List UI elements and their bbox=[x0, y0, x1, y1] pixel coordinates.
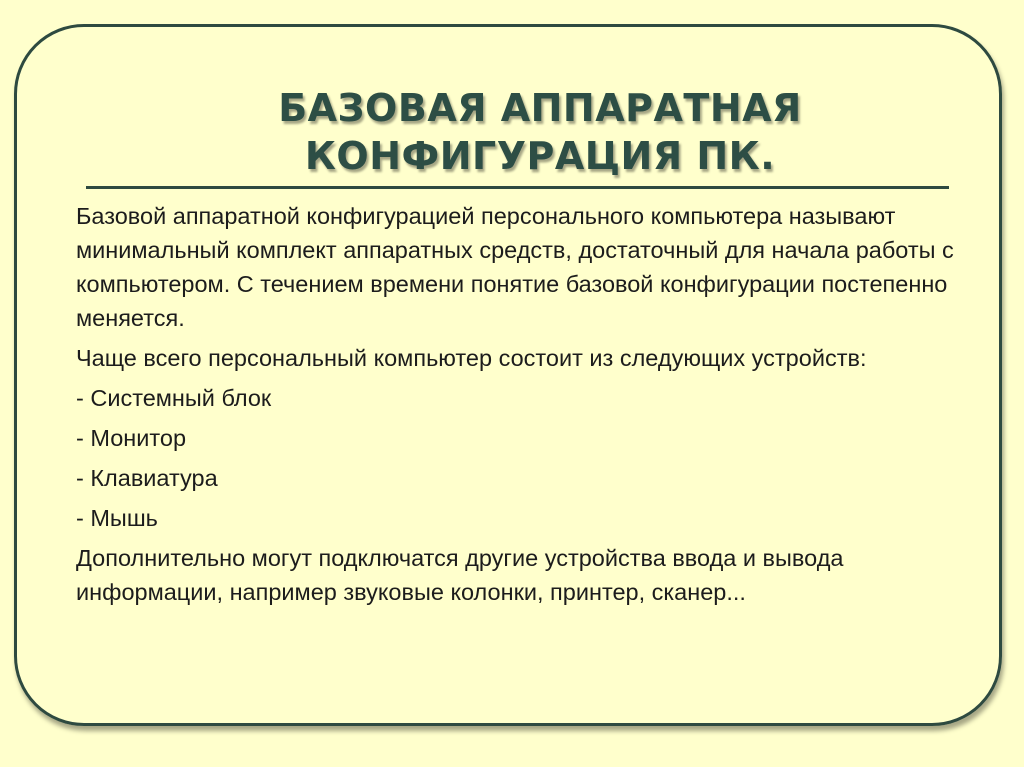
slide-body bbox=[76, 199, 956, 615]
title-line-2: КОНФИГУРАЦИЯ ПК. bbox=[304, 134, 776, 178]
composition-paragraph: Чаще всего персональный компьютер состоит из следующих устройств: bbox=[76, 345, 867, 371]
intro-paragraph: Базовой аппаратной конфигурацией персонального компьютера называют минимальный комплект аппаратных средств, достаточный для начала работы с компьютером. С течением времени понятие базовой конфигурации постепенно меняется. bbox=[76, 203, 954, 331]
list-item-mouse: - Мышь bbox=[76, 505, 158, 531]
list-item-system-unit: - Системный блок bbox=[76, 385, 272, 411]
slide-title bbox=[200, 84, 880, 180]
title-line-1: БАЗОВАЯ АППАРАТНАЯ bbox=[278, 86, 802, 130]
title-divider bbox=[86, 186, 949, 189]
additional-devices-paragraph: Дополнительно могут подключатся другие устройства ввода и вывода информации, например звуковые колонки, принтер, сканер... bbox=[76, 545, 844, 605]
list-item-keyboard: - Клавиатура bbox=[76, 465, 218, 491]
list-item-monitor: - Монитор bbox=[76, 425, 187, 451]
